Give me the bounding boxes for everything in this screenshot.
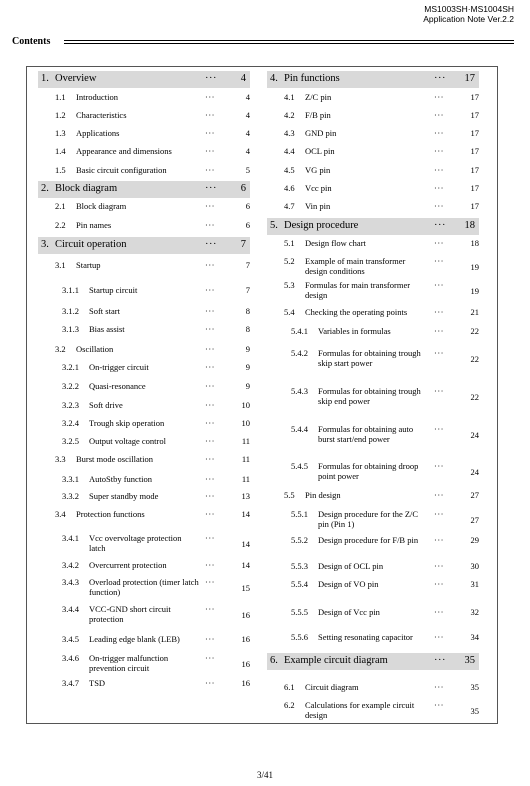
toc-entry-number: 5.4.5 [291,461,308,471]
toc-leader-dots: ··· [434,307,444,317]
toc-leader-dots: ··· [434,682,444,692]
toc-page-number: 13 [241,491,250,501]
toc-entry-number: 1.1 [55,92,66,102]
toc-entry-title: Formulas for obtaining trough skip end power [318,386,421,406]
toc-page-number: 16 [241,610,250,620]
toc-leader-dots: ··· [205,306,215,316]
toc-leader-dots: ··· [205,418,215,428]
toc-entry-number: 3.3 [55,454,66,464]
toc-page-number: 17 [470,92,479,102]
toc-leader-dots: ··· [434,128,444,138]
toc-entry-title: Design flow chart [305,238,366,248]
toc-entry-title: Design of Vcc pin [318,607,380,617]
toc-leader-dots: ··· [205,454,215,464]
toc-leader-dots: ··· [434,348,444,358]
toc-entry-title: Quasi-resonance [89,381,146,391]
contents-heading [12,36,514,48]
toc-page-number: 6 [245,220,250,230]
toc-leader-dots: ··· [434,165,444,175]
toc-entry-title: Formulas for obtaining trough skip start power [318,348,421,368]
toc-entry-title: Introduction [76,92,119,102]
toc-entry-number: 2.2 [55,220,66,230]
toc-entry-title: Pin names [76,220,112,230]
toc-entry-number: 5.4.1 [291,326,308,336]
toc-entry-number: 3.4.6 [62,653,79,663]
toc-entry-number: 4.1 [284,92,295,102]
toc-entry-number: 3.2.5 [62,436,79,446]
toc-entry-title: Startup [76,260,101,270]
toc-leader-dots: ··· [434,632,444,642]
toc-entry-title: Oscillation [76,344,114,354]
toc-entry-title: Block diagram [76,201,127,211]
toc-entry-number: 3.2.2 [62,381,79,391]
toc-entry-title: Calculations for example circuit design [305,700,415,720]
toc-entry-number: 5.5.2 [291,535,308,545]
toc-page-number: 5 [245,165,250,175]
toc-entry-title: Formulas for obtaining auto burst start/end power [318,424,414,444]
toc-entry-3[interactable] [38,237,250,254]
toc-entry-number: 3.4.2 [62,560,79,570]
toc-leader-dots: ··· [205,362,215,372]
toc-leader-dots: ··· [434,326,444,336]
toc-entry-title: Soft start [89,306,120,316]
toc-entry-title: Design procedure [284,220,359,231]
toc-entry-number: 5. [270,220,278,231]
toc-entry-title: Formulas for main transformer design [305,280,411,300]
toc-entry-title: Variables in formulas [318,326,391,336]
toc-entry-title: On-trigger malfunction prevention circuit [89,653,169,673]
toc-entry-title: Protection functions [76,509,145,519]
toc-entry-title: Super standby mode [89,491,159,501]
toc-leader-dots: ··· [434,146,444,156]
toc-entry-number: 5.5 [284,490,295,500]
toc-entry-number: 4.5 [284,165,295,175]
toc-entry-number: 6.1 [284,682,295,692]
toc-entry-title: Overcurrent protection [89,560,167,570]
toc-page-number: 10 [241,418,250,428]
toc-entry-number: 5.5.6 [291,632,308,642]
toc-entry-title: Startup circuit [89,285,138,295]
toc-page-number: 4 [245,110,250,120]
toc-leader-dots: ··· [434,201,444,211]
toc-leader-dots: ··· [205,577,215,587]
toc-leader-dots: ··· [205,183,217,194]
toc-leader-dots: ··· [205,491,215,501]
toc-page-number: 10 [241,400,250,410]
toc-entry-number: 1.5 [55,165,66,175]
toc-leader-dots: ··· [205,344,215,354]
toc-entry-number: 5.1 [284,238,295,248]
toc-leader-dots: ··· [434,490,444,500]
toc-entry-title: Vcc overvoltage protection latch [89,533,182,553]
toc-leader-dots: ··· [205,381,215,391]
toc-entry-number: 2. [41,183,49,194]
toc-entry-number: 3.2.4 [62,418,79,428]
toc-entry-number: 3.4.7 [62,678,79,688]
toc-leader-dots: ··· [205,604,215,614]
toc-entry-title: Design of VO pin [318,579,379,589]
toc-page-number: 32 [470,607,479,617]
toc-entry-number: 6.2 [284,700,295,710]
toc-leader-dots: ··· [434,386,444,396]
toc-entry-title: VCC-GND short circuit protection [89,604,171,624]
toc-entry-6[interactable] [267,653,479,670]
toc-leader-dots: ··· [205,474,215,484]
toc-page-number: 6 [240,183,246,194]
toc-entry-title: Formulas for obtaining droop point power [318,461,419,481]
document-header [423,4,514,24]
toc-entry-number: 4.6 [284,183,295,193]
toc-leader-dots: ··· [205,165,215,175]
toc-page-number: 30 [470,561,479,571]
toc-page-number: 11 [241,454,250,464]
toc-entry-title: AutoStby function [89,474,153,484]
toc-page-number: 19 [470,286,479,296]
toc-entry-number: 5.5.4 [291,579,308,589]
toc-entry-title: Circuit operation [55,239,127,250]
toc-entry-number: 3. [41,239,49,250]
toc-page-number: 8 [245,306,250,316]
toc-page-number: 24 [470,430,479,440]
toc-entry-title: Bias assist [89,324,125,334]
toc-page-number: 21 [470,307,479,317]
toc-page-number: 31 [470,579,479,589]
toc-leader-dots: ··· [205,653,215,663]
toc-entry-number: 3.4.5 [62,634,79,644]
toc-leader-dots: ··· [434,424,444,434]
toc-entry-title: Vcc pin [305,183,332,193]
toc-entry-title: Z/C pin [305,92,332,102]
toc-leader-dots: ··· [205,436,215,446]
toc-entry-number: 3.2.1 [62,362,79,372]
toc-page-number: 7 [245,260,250,270]
toc-entry-number: 5.5.3 [291,561,308,571]
toc-page-number: 35 [470,706,479,716]
toc-page-number: 14 [241,560,250,570]
toc-entry-title: Characteristics [76,110,127,120]
toc-entry-number: 3.1.3 [62,324,79,334]
toc-entry-number: 1.3 [55,128,66,138]
toc-entry-title: TSD [89,678,106,688]
toc-entry-number: 3.1.1 [62,285,79,295]
toc-entry-title: Output voltage control [89,436,166,446]
toc-leader-dots: ··· [205,92,215,102]
toc-entry-number: 5.4.4 [291,424,308,434]
toc-entry-number: 4.2 [284,110,295,120]
toc-entry-2[interactable] [38,181,250,198]
toc-page-number: 19 [470,262,479,272]
toc-leader-dots: ··· [205,220,215,230]
toc-page-number: 34 [470,632,479,642]
toc-page-number: 17 [470,165,479,175]
toc-page-number: 7 [245,285,250,295]
toc-leader-dots: ··· [205,533,215,543]
toc-entry-title: Circuit diagram [305,682,359,692]
toc-entry-4[interactable] [267,71,479,88]
toc-leader-dots: ··· [205,201,215,211]
page-number: 3/41 [256,770,273,780]
toc-leader-dots: ··· [434,110,444,120]
toc-entry-title: Pin design [305,490,341,500]
toc-entry-title: Block diagram [55,183,118,194]
toc-page-number: 4 [240,73,246,84]
toc-page-number: 17 [470,110,479,120]
toc-leader-dots: ··· [434,220,446,231]
toc-page-number: 18 [464,220,475,231]
toc-entry-number: 5.5.5 [291,607,308,617]
toc-page-number: 15 [241,583,250,593]
toc-leader-dots: ··· [434,579,444,589]
toc-leader-dots: ··· [205,400,215,410]
toc-leader-dots: ··· [434,607,444,617]
toc-page-number: 11 [241,436,250,446]
toc-leader-dots: ··· [434,509,444,519]
toc-entry-number: 3.1 [55,260,66,270]
toc-leader-dots: ··· [205,73,217,84]
toc-entry-number: 5.3 [284,280,295,290]
toc-page-number: 27 [470,490,479,500]
toc-entry-title: Applications [76,128,120,138]
toc-page-number: 35 [464,655,475,666]
toc-entry-number: 1. [41,73,49,84]
toc-page-number: 22 [470,326,479,336]
contents-label: Contents [12,36,51,47]
toc-entry-title: VG pin [305,165,331,175]
toc-entry-title: OCL pin [305,146,335,156]
toc-page-number: 9 [245,381,250,391]
toc-leader-dots: ··· [434,561,444,571]
toc-entry-number: 3.2 [55,344,66,354]
toc-entry-title: Trough skip operation [89,418,165,428]
toc-leader-dots: ··· [205,678,215,688]
toc-entry-title: Appearance and dimensions [76,146,172,156]
toc-entry-title: Leading edge blank (LEB) [89,634,180,644]
toc-leader-dots: ··· [205,634,215,644]
toc-entry-title: Example circuit diagram [284,655,388,666]
toc-leader-dots: ··· [434,535,444,545]
toc-entry-title: Example of main transformer design conditions [305,256,406,276]
toc-entry-number: 5.4 [284,307,295,317]
toc-page-number: 35 [470,682,479,692]
header-version: Application Note Ver.2.2 [423,14,514,24]
toc-entry-title: F/B pin [305,110,331,120]
toc-leader-dots: ··· [434,73,446,84]
toc-entry-title: Pin functions [284,73,340,84]
toc-leader-dots: ··· [434,655,446,666]
toc-page-number: 16 [241,678,250,688]
toc-entry-number: 5.4.3 [291,386,308,396]
toc-leader-dots: ··· [434,92,444,102]
toc-entry-number: 6. [270,655,278,666]
toc-entry-title: Basic circuit configuration [76,165,167,175]
toc-entry-title: On-trigger circuit [89,362,149,372]
toc-entry-number: 3.3.1 [62,474,79,484]
toc-page-number: 27 [470,515,479,525]
toc-page-number: 9 [245,362,250,372]
toc-entry-number: 3.1.2 [62,306,79,316]
toc-entry-title: Design procedure for F/B pin [318,535,419,545]
toc-entry-1[interactable] [38,71,250,88]
toc-leader-dots: ··· [205,128,215,138]
toc-leader-dots: ··· [205,324,215,334]
toc-page-number: 17 [470,183,479,193]
toc-entry-number: 1.2 [55,110,66,120]
toc-page-number: 17 [470,201,479,211]
toc-leader-dots: ··· [434,183,444,193]
toc-entry-title: Overview [55,73,97,84]
toc-page-number: 17 [470,146,479,156]
toc-entry-number: 3.2.3 [62,400,79,410]
toc-entry-number: 4.4 [284,146,295,156]
toc-page-number: 17 [470,128,479,138]
toc-page-number: 16 [241,659,250,669]
toc-entry-title: Design of OCL pin [318,561,384,571]
toc-page-number: 6 [245,201,250,211]
toc-entry-number: 2.1 [55,201,66,211]
toc-page-number: 14 [241,539,250,549]
toc-leader-dots: ··· [205,260,215,270]
toc-entry-number: 3.4 [55,509,66,519]
toc-leader-dots: ··· [205,285,215,295]
toc-page-number: 4 [245,146,250,156]
toc-page-number: 8 [245,324,250,334]
toc-page-number: 22 [470,392,479,402]
contents-rule [64,40,514,44]
toc-leader-dots: ··· [205,509,215,519]
toc-entry-number: 3.4.4 [62,604,79,614]
toc-entry-title: Design procedure for the Z/C pin (Pin 1) [318,509,419,529]
toc-entry-number: 3.3.2 [62,491,79,501]
toc-entry-number: 4.3 [284,128,295,138]
toc-page-number: 17 [464,73,475,84]
toc-leader-dots: ··· [434,280,444,290]
toc-entry-title: Vin pin [305,201,331,211]
toc-leader-dots: ··· [434,461,444,471]
toc-entry-5[interactable] [267,218,479,235]
toc-entry-number: 1.4 [55,146,66,156]
toc-entry-title: GND pin [305,128,337,138]
toc-leader-dots: ··· [434,256,444,266]
toc-entry-number: 5.4.2 [291,348,308,358]
toc-leader-dots: ··· [434,238,444,248]
toc-entry-number: 4.7 [284,201,295,211]
toc-page-number: 11 [241,474,250,484]
toc-page-number: 4 [245,92,250,102]
header-part-numbers: MS1003SH·MS1004SH [424,4,514,14]
toc-page-number: 4 [245,128,250,138]
toc-leader-dots: ··· [205,239,217,250]
toc-entry-title: Soft drive [89,400,123,410]
toc-page-number: 22 [470,354,479,364]
toc-entry-number: 4. [270,73,278,84]
toc-entry-number: 3.4.3 [62,577,79,587]
toc-entry-title: Setting resonating capacitor [318,632,413,642]
toc-entry-number: 3.4.1 [62,533,79,543]
toc-page-number: 9 [245,344,250,354]
toc-page-number: 7 [240,239,246,250]
toc-leader-dots: ··· [434,700,444,710]
toc-leader-dots: ··· [205,146,215,156]
toc-page-number: 29 [470,535,479,545]
toc-page-number: 18 [470,238,479,248]
toc-entry-title: Checking the operating points [305,307,408,317]
toc-leader-dots: ··· [205,560,215,570]
toc-entry-number: 5.2 [284,256,295,266]
toc-entry-title: Overload protection (timer latch function) [89,577,199,597]
toc-entry-number: 5.5.1 [291,509,308,519]
toc-page-number: 14 [241,509,250,519]
toc-page-number: 16 [241,634,250,644]
toc-leader-dots: ··· [205,110,215,120]
toc-entry-title: Burst mode oscillation [76,454,153,464]
toc-page-number: 24 [470,467,479,477]
